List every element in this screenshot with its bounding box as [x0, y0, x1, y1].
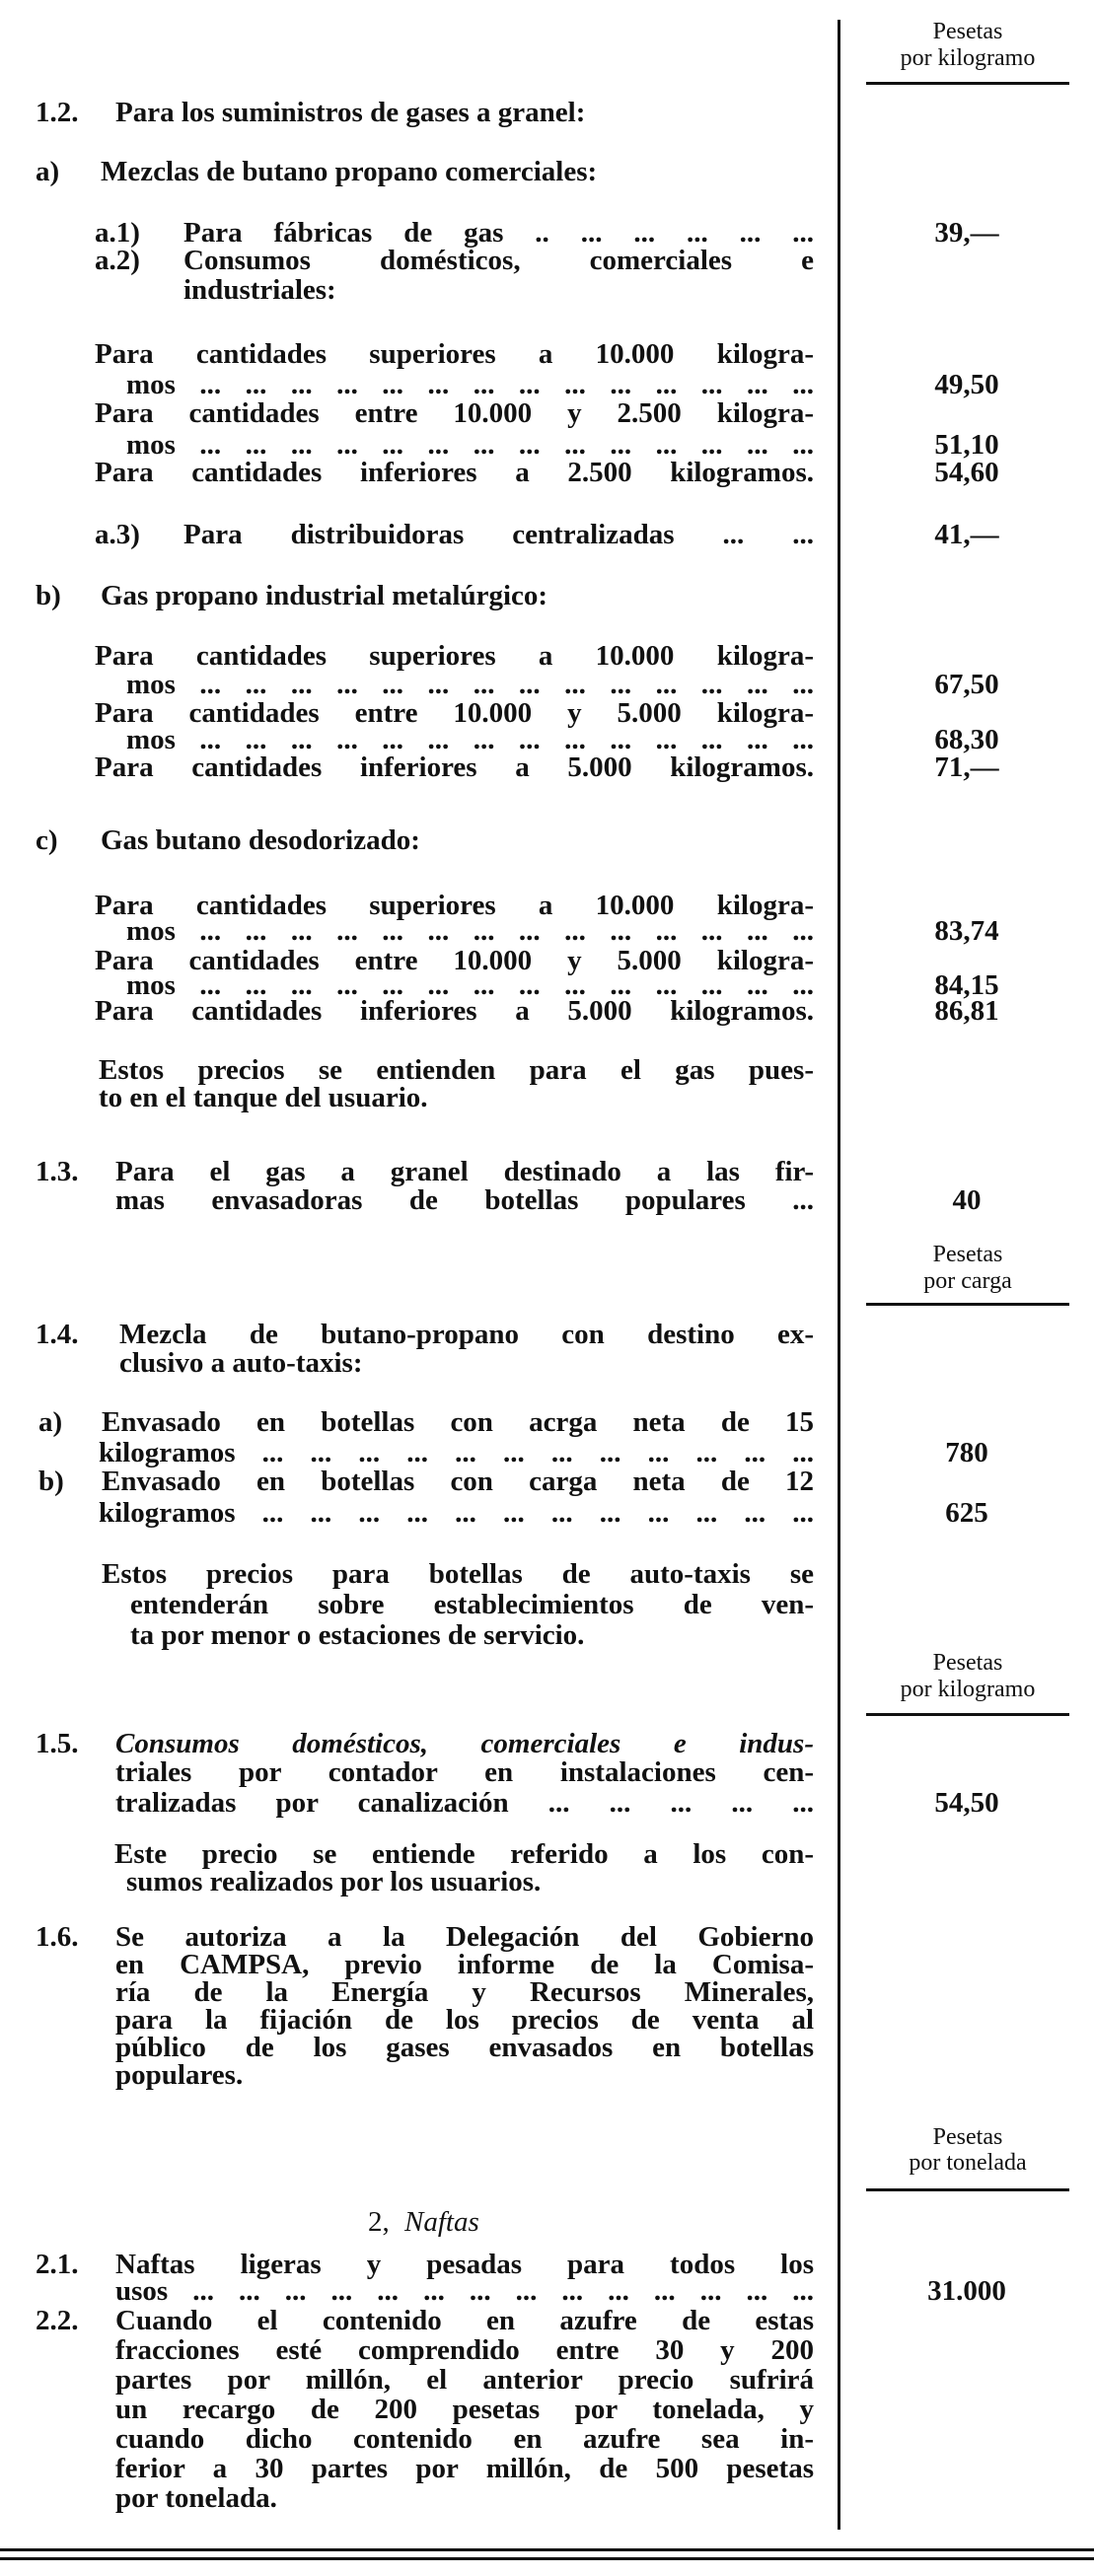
row-text: Para cantidades entre 10.000 y 5.000 kilogra- — [95, 697, 814, 729]
section-text: Cuando el contenido en azufre de estas — [115, 2305, 814, 2336]
item-label: a) — [36, 156, 60, 187]
item-title: Gas butano desodorizado: — [101, 824, 420, 856]
section-text: un recargo de 200 pesetas por tonelada, y — [115, 2394, 814, 2425]
chapter-number: 2, — [368, 2206, 390, 2238]
row-text: Para cantidades superiores a 10.000 kilogra- — [95, 890, 814, 921]
item-text: Envasado en botellas con carga neta de 12 — [102, 1466, 814, 1497]
section-text: populares. — [115, 2059, 244, 2091]
bottom-rule — [0, 2548, 1094, 2551]
item-label: a.2) — [95, 245, 140, 276]
unit-header: Pesetas — [932, 1650, 1003, 1676]
price: 83,74 — [934, 915, 999, 947]
section-number: 1.5. — [36, 1728, 79, 1759]
price: 54,60 — [934, 457, 999, 488]
price: 68,30 — [934, 724, 999, 755]
section-number: 2.2. — [36, 2305, 79, 2336]
section-text: usos ... ... ... ... ... ... ... ... ... ... ... ... ... ... — [115, 2275, 814, 2307]
section-text: ría de la Energía y Recursos Minerales, — [115, 1976, 814, 2008]
item-label: c) — [36, 824, 58, 856]
price: 39,— — [934, 217, 999, 249]
section-text: triales por contador en instalaciones cen- — [115, 1756, 814, 1788]
price: 41,— — [934, 519, 999, 550]
section-text: público de los gases envasados en botellas — [115, 2032, 814, 2063]
section-text: mas envasadoras de botellas populares ... — [115, 1184, 814, 1216]
price: 54,50 — [934, 1787, 999, 1819]
header-rule — [866, 82, 1069, 85]
price: 49,50 — [934, 369, 999, 400]
header-rule — [866, 2188, 1069, 2191]
price: 67,50 — [934, 669, 999, 700]
price: 51,10 — [934, 429, 999, 461]
note-text: ta por menor o estaciones de servicio. — [130, 1619, 585, 1651]
item-label: a.1) — [95, 217, 140, 249]
section-text: Naftas ligeras y pesadas para todos los — [115, 2249, 814, 2280]
row-text: Para cantidades entre 10.000 y 2.500 kilogra- — [95, 397, 814, 429]
item-text: Envasado en botellas con acrga neta de 15 — [102, 1406, 814, 1438]
section-text: Para el gas a granel destinado a las fir- — [115, 1156, 814, 1187]
section-text: Mezcla de butano-propano con destino ex- — [119, 1319, 814, 1350]
item-label: b) — [36, 580, 61, 611]
row-text: mos ... ... ... ... ... ... ... ... ... ... ... ... ... ... — [126, 915, 814, 947]
header-rule — [866, 1713, 1069, 1716]
price: 86,81 — [934, 995, 999, 1027]
note-text: sumos realizados por los usuarios. — [126, 1866, 542, 1897]
bottom-rule — [0, 2557, 1094, 2560]
section-text: tralizadas por canalización ... ... ... ... ... — [115, 1787, 814, 1819]
chapter-title: Naftas — [404, 2206, 479, 2238]
item-label: a) — [38, 1406, 63, 1438]
row-text: Para cantidades superiores a 10.000 kilogra- — [95, 640, 814, 672]
section-text: fracciones esté comprendido entre 30 y 200 — [115, 2334, 814, 2366]
section-text: Consumos domésticos, comerciales e indus- — [115, 1728, 814, 1759]
section-number: 1.6. — [36, 1921, 79, 1953]
note-text: Estos precios se entienden para el gas pues- — [99, 1054, 814, 1086]
row-text: mos ... ... ... ... ... ... ... ... ... ... ... ... ... ... — [126, 724, 814, 755]
row-text: mos ... ... ... ... ... ... ... ... ... ... ... ... ... ... — [126, 429, 814, 461]
price: 40 — [952, 1184, 982, 1216]
note-text: Este precio se entiende referido a los con- — [114, 1838, 814, 1870]
row-text: Para cantidades entre 10.000 y 5.000 kilogra- — [95, 945, 814, 976]
item-text: Consumos domésticos, comerciales e — [183, 245, 814, 276]
section-text: ferior a 30 partes por millón, de 500 pesetas — [115, 2453, 814, 2484]
section-text: por tonelada. — [115, 2482, 277, 2514]
section-number: 1.3. — [36, 1156, 79, 1187]
unit-header: Pesetas — [932, 19, 1003, 44]
unit-header: por kilogramo — [900, 45, 1036, 71]
section-text: Se autoriza a la Delegación del Gobierno — [115, 1921, 814, 1953]
item-label: a.3) — [95, 519, 140, 550]
section-title: Para los suministros de gases a granel: — [115, 97, 586, 128]
section-text: en CAMPSA, previo informe de la Comisa- — [115, 1949, 814, 1980]
row-text: Para cantidades superiores a 10.000 kilogra- — [95, 338, 814, 370]
unit-header: Pesetas — [932, 2124, 1003, 2150]
item-title: Gas propano industrial metalúrgico: — [101, 580, 548, 611]
item-text: Para fábricas de gas .. ... ... ... ... ... — [183, 217, 814, 249]
price: 71,— — [934, 751, 999, 783]
price: 780 — [945, 1437, 988, 1468]
price: 31.000 — [927, 2275, 1006, 2307]
price: 84,15 — [934, 969, 999, 1001]
note-text: Estos precios para botellas de auto-taxis se — [102, 1558, 814, 1590]
item-text: kilogramos ... ... ... ... ... ... ... ... ... ... ... ... — [99, 1437, 814, 1468]
unit-header: por carga — [923, 1268, 1012, 1294]
column-divider — [838, 20, 840, 2530]
price: 625 — [945, 1497, 988, 1529]
item-text: Para distribuidoras centralizadas ... ... — [183, 519, 814, 550]
section-text: cuando dicho contenido en azufre sea in- — [115, 2423, 814, 2455]
row-text: Para cantidades inferiores a 5.000 kilogramos. — [95, 751, 814, 783]
note-text: entenderán sobre establecimientos de ven- — [130, 1589, 814, 1620]
row-text: mos ... ... ... ... ... ... ... ... ... ... ... ... ... ... — [126, 969, 814, 1001]
section-number: 1.2. — [36, 97, 79, 128]
row-text: Para cantidades inferiores a 2.500 kilogramos. — [95, 457, 814, 488]
row-text: Para cantidades inferiores a 5.000 kilogramos. — [95, 995, 814, 1027]
row-text: mos ... ... ... ... ... ... ... ... ... ... ... ... ... ... — [126, 369, 814, 400]
unit-header: Pesetas — [932, 1242, 1003, 1267]
section-number: 2.1. — [36, 2249, 79, 2280]
section-text: para la fijación de los precios de venta al — [115, 2004, 814, 2036]
note-text: to en el tanque del usuario. — [99, 1082, 428, 1113]
section-text: partes por millón, el anterior precio sufrirá — [115, 2364, 814, 2396]
header-rule — [866, 1303, 1069, 1306]
item-text: kilogramos ... ... ... ... ... ... ... ... ... ... ... ... — [99, 1497, 814, 1529]
item-label: b) — [38, 1466, 64, 1497]
row-text: mos ... ... ... ... ... ... ... ... ... ... ... ... ... ... — [126, 669, 814, 700]
section-text: clusivo a auto-taxis: — [119, 1347, 363, 1379]
item-title: Mezclas de butano propano comerciales: — [101, 156, 598, 187]
unit-header: por kilogramo — [900, 1677, 1036, 1702]
item-text: industriales: — [183, 274, 336, 306]
unit-header: por tonelada — [909, 2150, 1027, 2176]
section-number: 1.4. — [36, 1319, 79, 1350]
